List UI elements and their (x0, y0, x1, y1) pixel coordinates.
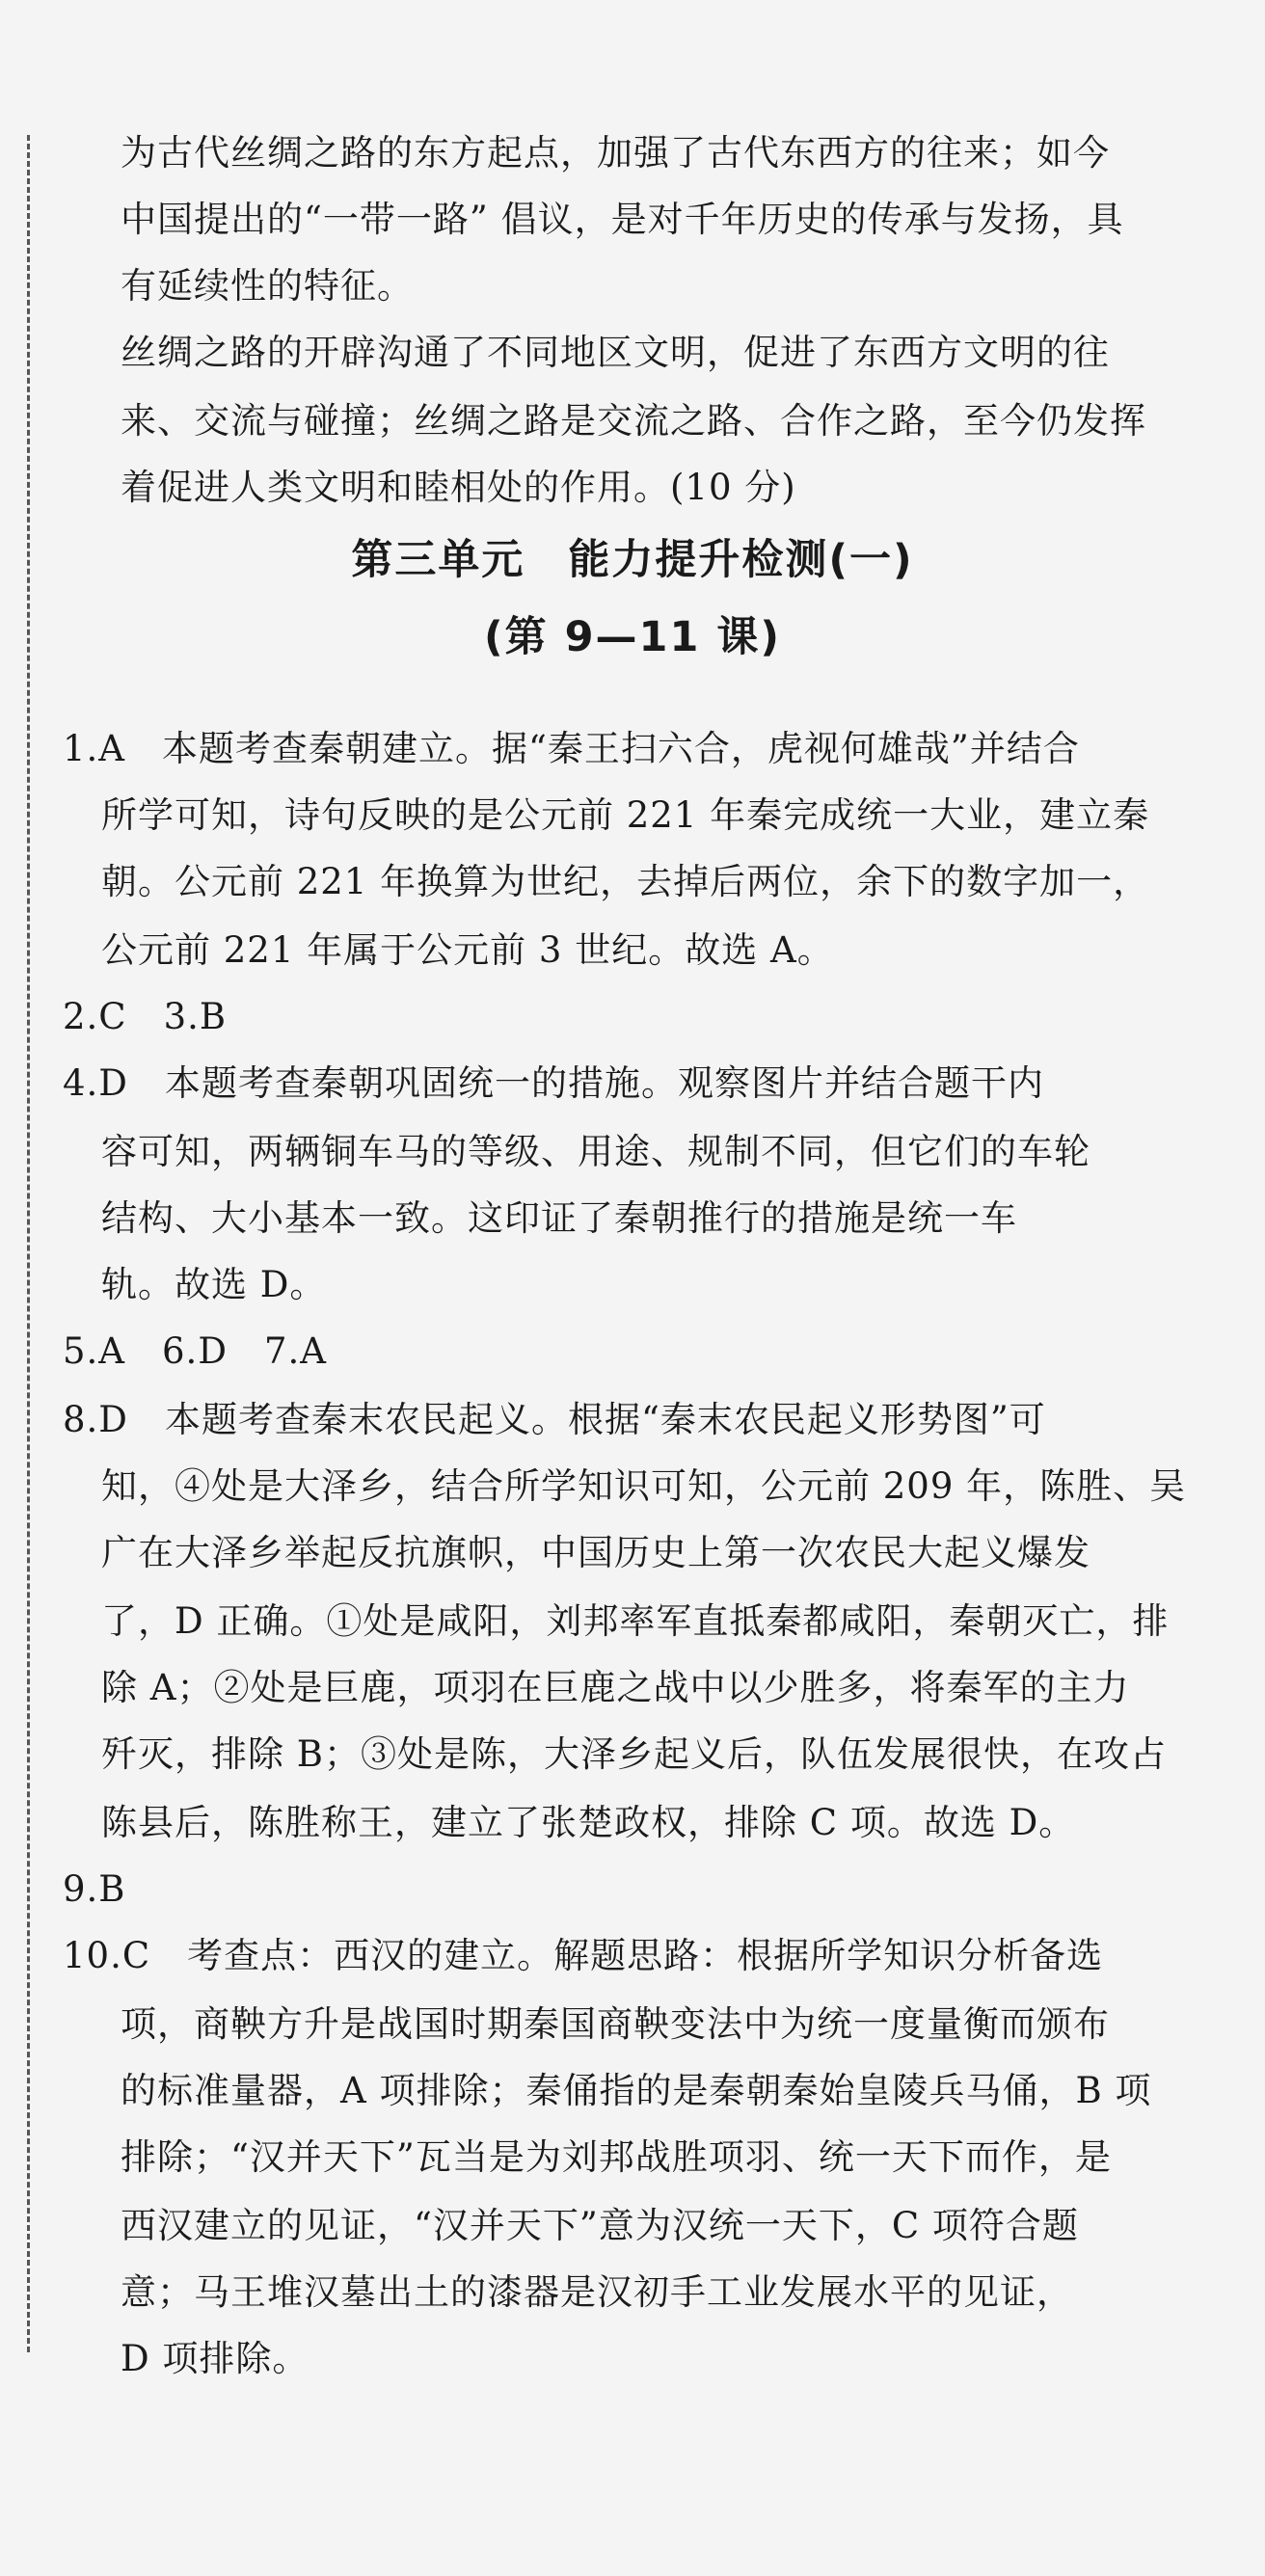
answer-line: 结构、大小基本一致。这印证了秦朝推行的措施是统一车 (101, 1197, 1017, 1239)
answer-line: 5.A 6.D 7.A (63, 1330, 328, 1372)
answer-line: 歼灭，排除 B；③处是陈，大泽乡起义后，队伍发展很快，在攻占 (101, 1733, 1167, 1775)
answer-line: D 项排除。 (121, 2338, 310, 2379)
intro-line: 丝绸之路的开辟沟通了不同地区文明，促进了东西方文明的往 (121, 332, 1110, 373)
intro-line: 中国提出的“一带一路” 倡议，是对千年历史的传承与发扬，具 (121, 199, 1124, 240)
answer-line: 排除；“汉并天下”瓦当是为刘邦战胜项羽、统一天下而作，是 (121, 2136, 1112, 2178)
answer-line: 4.D 本题考查秦朝巩固统一的措施。观察图片并结合题干内 (63, 1062, 1044, 1104)
answer-line: 广在大泽乡举起反抗旗帜，中国历史上第一次农民大起义爆发 (101, 1532, 1090, 1573)
answer-line: 8.D 本题考查秦末农民起义。根据“秦末农民起义形势图”可 (63, 1399, 1046, 1440)
answer-line: 除 A；②处是巨鹿，项羽在巨鹿之战中以少胜多，将秦军的主力 (101, 1667, 1130, 1708)
answer-line: 9.B (63, 1868, 126, 1910)
answer-line: 公元前 221 年属于公元前 3 世纪。故选 A。 (101, 929, 834, 971)
answer-line: 1.A 本题考查秦朝建立。据“秦王扫六合，虎视何雄哉”并结合 (63, 728, 1080, 769)
intro-line: 来、交流与碰撞；丝绸之路是交流之路、合作之路，至今仍发挥 (121, 400, 1146, 442)
answer-line: 意；马王堆汉墓出土的漆器是汉初手工业发展水平的见证， (121, 2271, 1073, 2313)
answer-line: 2.C 3.B (63, 996, 228, 1037)
answer-line: 朝。公元前 221 年换算为世纪，去掉后两位，余下的数字加一， (101, 861, 1150, 902)
answer-line: 10.C 考查点：西汉的建立。解题思路：根据所学知识分析备选 (63, 1935, 1104, 1976)
intro-line: 有延续性的特征。 (121, 265, 414, 307)
answer-line: 的标准量器，A 项排除；秦俑指的是秦朝秦始皇陵兵马俑，B 项 (121, 2070, 1152, 2111)
answer-line: 轨。故选 D。 (101, 1264, 327, 1305)
answer-line: 陈县后，陈胜称王，建立了张楚政权，排除 C 项。故选 D。 (101, 1802, 1076, 1843)
section-subtitle: (第 9—11 课) (483, 613, 781, 661)
answer-line: 了，D 正确。①处是咸阳，刘邦率军直抵秦都咸阳，秦朝灭亡，排 (101, 1600, 1170, 1642)
answer-line: 所学可知，诗句反映的是公元前 221 年秦完成统一大业，建立秦 (101, 794, 1150, 836)
intro-line: 着促进人类文明和睦相处的作用。(10 分) (121, 467, 796, 508)
answer-line: 知，④处是大泽乡，结合所学知识可知，公元前 209 年，陈胜、吴 (101, 1465, 1187, 1507)
intro-line: 为古代丝绸之路的东方起点，加强了古代东西方的往来；如今 (121, 132, 1110, 174)
answer-line: 容可知，两辆铜车马的等级、用途、规制不同，但它们的车轮 (101, 1131, 1090, 1172)
answer-line: 西汉建立的见证，“汉并天下”意为汉统一天下，C 项符合题 (121, 2205, 1079, 2246)
section-title: 第三单元 能力提升检测(一) (351, 536, 914, 584)
binding-dashed-line (27, 135, 30, 2352)
answer-line: 项，商鞅方升是战国时期秦国商鞅变法中为统一度量衡而颁布 (121, 2003, 1110, 2045)
